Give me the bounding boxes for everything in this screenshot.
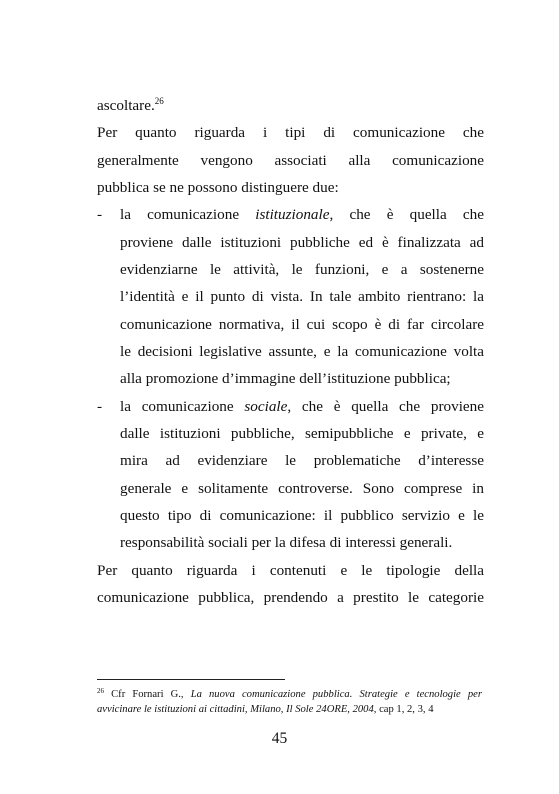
text-line: alla promozione d’immagine dell’istituzione pubblica;: [120, 370, 451, 387]
text-line: comunicazione normativa, il cui scopo è di far circolare: [120, 316, 484, 333]
list-dash: -: [97, 206, 103, 223]
text-line: dalle istituzioni pubbliche, semipubbliche e private, e: [120, 425, 484, 442]
text-line: generalmente vengono associati alla comunicazione: [97, 152, 484, 169]
text-line: Per quanto riguarda i tipi di comunicazione che: [97, 124, 484, 141]
text-line: responsabilità sociali per la difesa di interessi generali.: [120, 534, 453, 551]
footnote-reference: 26: [154, 96, 164, 106]
text-line: questo tipo di comunicazione: il pubblico servizio e le: [120, 507, 484, 524]
list-dash: -: [97, 398, 103, 415]
text-line: comunicazione pubblica, prendendo a prestito le categorie: [97, 589, 484, 606]
text-line: la comunicazione istituzionale, che è quella che: [120, 206, 484, 223]
text-line: proviene dalle istituzioni pubbliche ed è finalizzata ad: [120, 234, 484, 251]
text-line: l’identità e il punto di vista. In tale ambito rientrano: la: [120, 288, 484, 305]
text-line: le decisioni legislative assunte, e la comunicazione volta: [120, 343, 484, 360]
text-line: pubblica se ne possono distinguere due:: [97, 179, 339, 196]
page-number: 45: [271, 730, 288, 747]
text-line: la comunicazione sociale, che è quella che proviene: [120, 398, 484, 415]
footnote-line: avvicinare le istituzioni ai cittadini, Milano, Il Sole 24ORE, 2004, cap 1, 2, 3, 4: [97, 704, 434, 715]
footnote-separator: [97, 679, 285, 680]
text-line: generale e solitamente controverse. Sono comprese in: [120, 480, 484, 497]
text-line: Per quanto riguarda i contenuti e le tipologie della: [97, 562, 484, 579]
footnote-line: $^{26}$ Cfr Fornari G., La nuova comunicazione pubblica. Strategie e tecnologie per: [97, 687, 482, 700]
footnote-number: 26: [97, 687, 104, 695]
text-line: ascoltare.$^{26}$: [97, 96, 164, 114]
text-line: mira ad evidenziare le problematiche d’interesse: [120, 452, 484, 469]
text-line: evidenziarne le attività, le funzioni, e a sostenerne: [120, 261, 484, 278]
